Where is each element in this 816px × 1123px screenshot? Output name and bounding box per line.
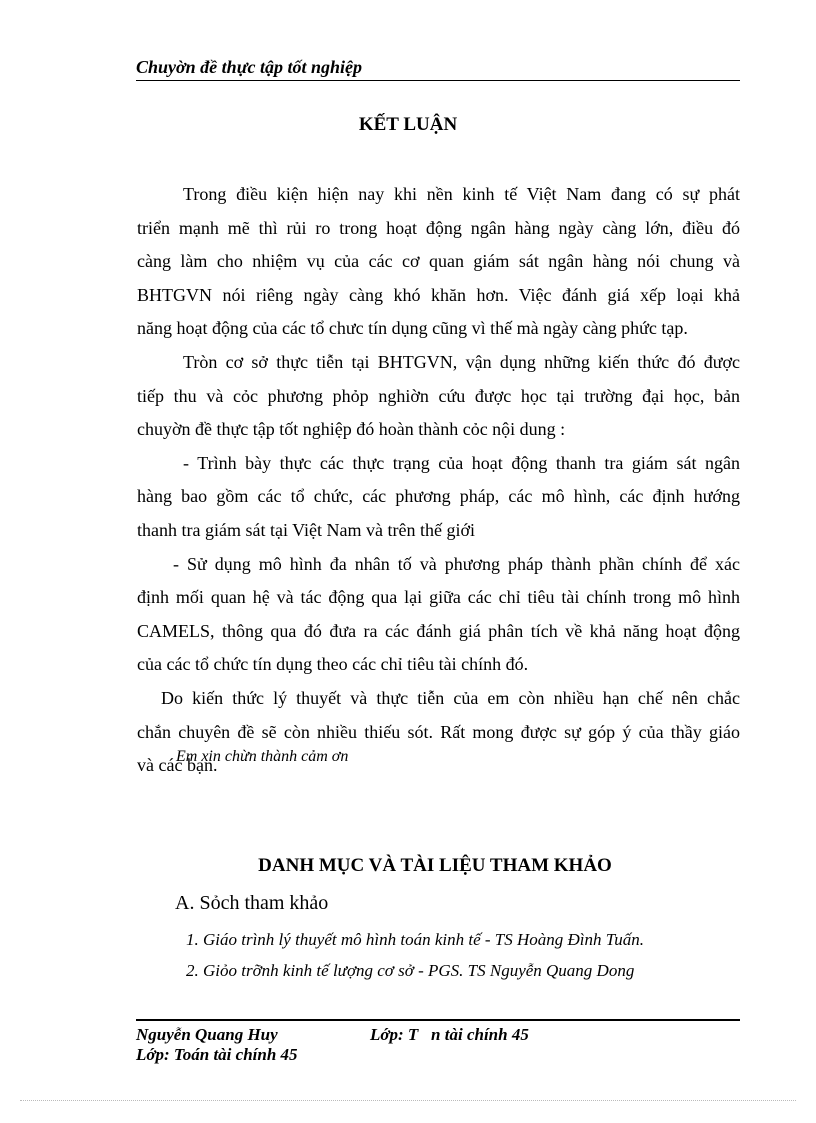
paragraph-line: tiếp thu và cỏc phương phỏp nghiờn cứu được học tại trường đại học, bản: [137, 385, 740, 406]
references-heading: DANH MỤC VÀ TÀI LIỆU THAM KHẢO: [258, 855, 612, 876]
paragraph-line: càng làm cho nhiệm vụ của các cơ quan giám sát ngân hàng nói chung và: [137, 251, 740, 272]
paragraph-line: Trong điều kiện hiện nay khi nền kinh tế Việt Nam đang có sự phát: [183, 184, 740, 204]
footer-class-left: Lớp: Toán tài chính 45: [136, 1045, 298, 1064]
paragraph-line: hàng bao gồm các tổ chức, các phương pháp, các mô hình, các định hướng: [137, 486, 740, 507]
paragraph-line: - Sử dụng mô hình đa nhân tố và phương pháp thành phần chính để xác: [173, 553, 740, 574]
paragraph-line: chắn chuyên đề sẽ còn nhiều thiếu sót. Rất mong được sự góp ý của thầy giáo: [137, 721, 740, 742]
paragraph-line: BHTGVN nói riêng ngày càng khó khăn hơn. Việc đánh giá xếp loại khả: [137, 284, 740, 305]
reference-item: 2. Giỏo trỡnh kinh tế lượng cơ sở - PGS. TS Nguyễn Quang Dong: [186, 961, 635, 980]
references-section: A. Sỏch tham khảo: [175, 892, 329, 914]
section-title: KẾT LUẬN: [358, 114, 458, 135]
paragraph-line: chuyờn đề thực tập tốt nghiệp đó hoàn thành cỏc nội dung :: [137, 419, 566, 440]
running-header: Chuyờn đề thực tập tốt nghiệp: [136, 57, 362, 77]
paragraph-line: Tròn cơ sở thực tiễn tại BHTGVN, vận dụng những kiến thức đó được: [183, 351, 740, 372]
paragraph-line: định mối quan hệ và tác động qua lại giữa các chỉ tiêu tài chính trong mô hình: [137, 587, 740, 608]
reference-item: 1. Giáo trình lý thuyết mô hình toán kinh tế - TS Hoàng Đình Tuấn.: [186, 930, 645, 949]
page-boundary: [20, 1100, 796, 1101]
paragraph-line: - Trình bày thực các thực trạng của hoạt động thanh tra giám sát ngân: [183, 452, 740, 473]
paragraph-line: của các tổ chức tín dụng theo các chỉ tiêu tài chính đó.: [137, 654, 529, 675]
paragraph-line: CAMELS, thông qua đó đưa ra các đánh giá phân tích về khả năng hoạt động: [137, 620, 740, 641]
footer-author: Nguyễn Quang Huy: [136, 1025, 278, 1044]
paragraph-line: Do kiến thức lý thuyết và thực tiễn của em còn nhiều hạn chế nên chắc: [161, 687, 740, 708]
footer-class-right: Lớp: T n tài chính 45: [370, 1025, 529, 1044]
header-rule: [136, 80, 740, 81]
paragraph-line: thanh tra giám sát tại Việt Nam và trên thế giới: [137, 519, 476, 540]
conclusion-body: [137, 178, 740, 783]
paragraph-line: năng hoạt động của các tổ chưc tín dụng cũng vì thế mà ngày càng phức tạp.: [137, 318, 688, 339]
footer-rule-right: [404, 1019, 740, 1021]
footer-rule-left: [136, 1019, 424, 1021]
paragraph-line: triển mạnh mẽ thì rủi ro trong hoạt động ngân hàng ngày càng lớn, điều đó: [137, 217, 740, 238]
paragraph-line: và các bạn.: [137, 755, 218, 776]
thanks-line: Em xin chừn thành cảm ơn: [176, 748, 349, 765]
